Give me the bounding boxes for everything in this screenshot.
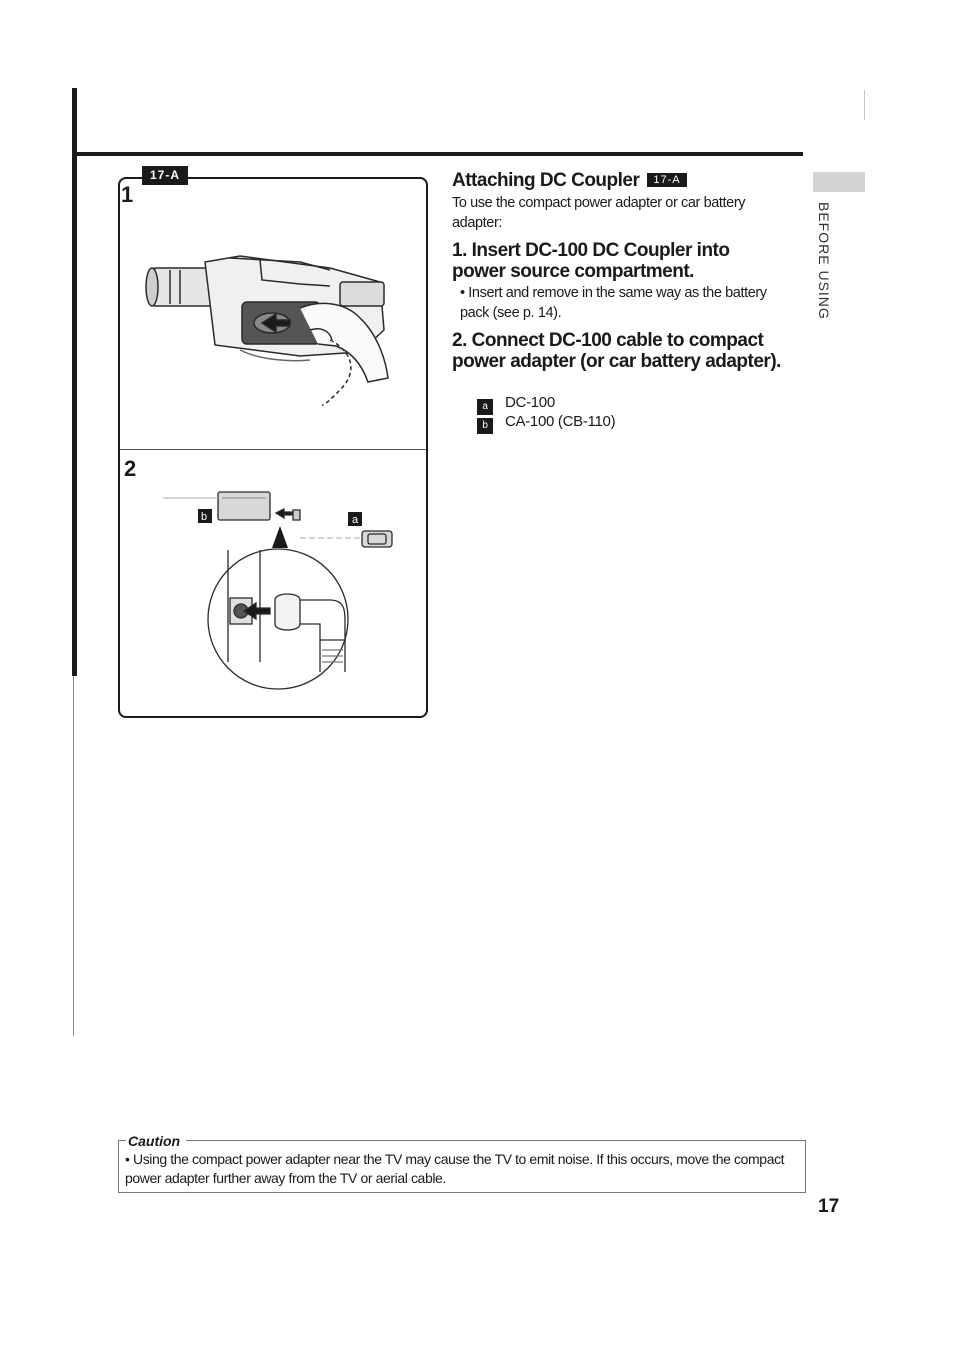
page-number: 17 (818, 1196, 840, 1217)
side-tab-marker (813, 172, 865, 192)
step2-heading: 2. Connect DC-100 cable to compact power adapter (or car battery adapter). (452, 330, 781, 372)
figure-step2-number: 2 (124, 456, 137, 481)
part-a-key: a (477, 399, 493, 415)
step1-bullet: • Insert and remove in the same way as the battery pack (see p. 14). (460, 285, 767, 321)
figure-step1-number: 1 (121, 182, 134, 207)
step1-heading: 1. Insert DC-100 DC Coupler into power source compartment. (452, 240, 730, 282)
section-title-tag: 17-A (647, 173, 686, 187)
section-title (452, 170, 687, 192)
part-a-label: DC-100 (505, 394, 555, 411)
section-title-text: Attaching DC Coupler (452, 170, 640, 191)
part-b-label: CA-100 (CB-110) (505, 413, 616, 430)
intro-text: To use the compact power adapter or car battery adapter: (452, 195, 746, 231)
caution-title: Caution (126, 1133, 186, 1149)
label-b: b (201, 511, 208, 523)
caution-text: • Using the compact power adapter near the TV may cause the TV to emit noise. If this occurs, move the compact power adapter further away from the TV or aerial cable. (125, 1151, 785, 1186)
part-a-row (477, 394, 555, 415)
label-a: a (352, 514, 359, 526)
side-tab-label: BEFORE USING (816, 202, 832, 320)
part-b-row (477, 413, 615, 434)
part-b-key: b (477, 418, 493, 434)
figure-tag: 17-A (142, 166, 188, 185)
